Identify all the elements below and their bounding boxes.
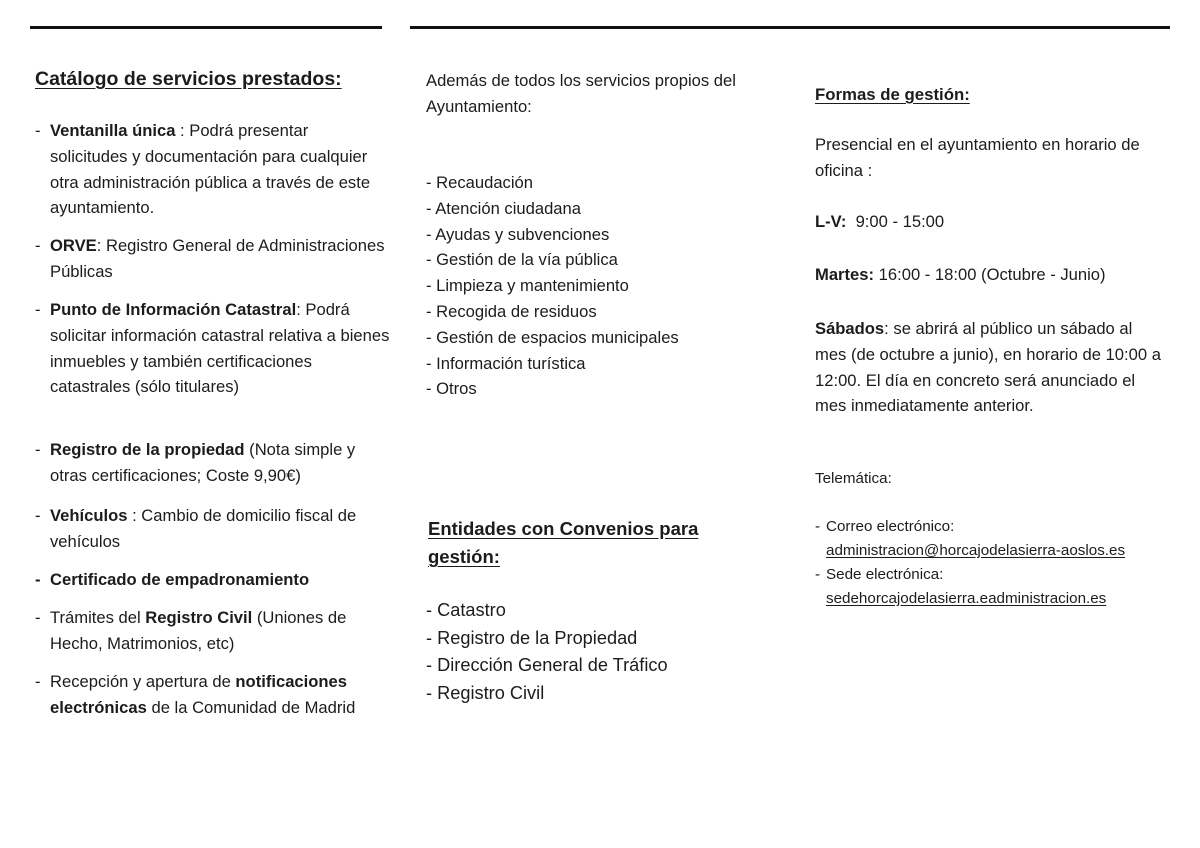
list-item: - Dirección General de Tráfico	[426, 655, 668, 676]
hours-lv-label: L-V:	[815, 212, 847, 231]
hours-sabados	[815, 316, 1165, 419]
service-item-registro-propiedad: - Registro de la propiedad (Nota simple y otras certificaciones; Coste 9,90€)	[35, 440, 356, 485]
service-desc: (Uniones de Hecho, Matrimonios, etc)	[50, 608, 347, 653]
service-desc: de la Comunidad de Madrid	[146, 697, 356, 717]
telematica-list	[815, 515, 1165, 611]
list-item: - Gestión de espacios municipales	[426, 327, 679, 347]
list-item: - Catastro	[426, 600, 506, 620]
hours-lv	[815, 209, 1165, 235]
municipal-services-list	[426, 170, 679, 402]
service-desc: : Podrá solicitar información catastral relativa a bienes inmuebles y también certificaciones catastrales (sólo titulares)	[50, 300, 390, 397]
service-desc: : Registro General de Administraciones Públicas	[50, 236, 385, 281]
top-rule-left	[30, 26, 382, 29]
service-desc: : Podrá presentar solicitudes y documentación para cualquier otra administración pública a través de este ayuntamiento.	[50, 121, 371, 218]
email-label: Correo electrónico:	[826, 518, 955, 535]
entities-title: Entidades con Convenios para gestión:	[428, 518, 699, 567]
list-item: - Atención ciudadana	[426, 198, 581, 218]
sede-link[interactable]: sedehorcajodelasierra.eadministracion.es	[826, 590, 1107, 607]
hours-martes	[815, 262, 1165, 288]
service-item-notificaciones: - Recepción y apertura de notificaciones electrónicas de la Comunidad de Madrid	[35, 672, 356, 717]
service-item-empadronamiento: - Certificado de empadronamiento	[35, 570, 310, 589]
management-title: Formas de gestión:	[815, 85, 970, 104]
service-item-ventanilla: - Ventanilla única : Podrá presentar solicitudes y documentación para cualquier otra administración pública a través de este ayuntamiento.	[35, 121, 371, 218]
hours-lv-value: 9:00 - 15:00	[846, 212, 945, 231]
service-prefix: Recepción y apertura de	[50, 672, 236, 691]
service-desc: : Cambio de domicilio fiscal de vehículos	[50, 506, 357, 551]
hours-martes-value: 16:00 - 18:00 (Octubre - Junio)	[874, 265, 1106, 284]
service-item-registro-civil: - Trámites del Registro Civil (Uniones de Hecho, Matrimonios, etc)	[35, 608, 347, 653]
catalog-title: Catálogo de servicios prestados:	[35, 68, 342, 90]
hours-martes-label: Martes:	[815, 265, 875, 284]
service-item-catastro: - Punto de Información Catastral: Podrá solicitar información catastral relativa a bienes inmuebles y también certificaciones catastrales (sólo titulares)	[35, 300, 390, 397]
service-name: notificaciones electrónicas	[50, 672, 347, 717]
email-link[interactable]: administracion@horcajodelasierra-aoslos.es	[826, 542, 1126, 559]
service-name: Registro de la propiedad	[50, 440, 245, 459]
intro-text: Además de todos los servicios propios del Ayuntamiento:	[426, 71, 736, 116]
hours-sabados-text: : se abrirá al público un sábado al mes (de octubre a junio), en horario de 10:00 a 12:00. El día en concreto será anunciado el mes inmediatamente anterior.	[815, 319, 1161, 416]
top-rule-right	[410, 26, 1170, 29]
list-item: - Recaudación	[426, 173, 534, 192]
telematica-label: Telemática:	[815, 470, 892, 487]
service-name: Certificado de empadronamiento	[50, 570, 310, 589]
list-item: - Información turística	[426, 353, 586, 373]
list-item: - Registro de la Propiedad	[426, 627, 638, 648]
list-item: - Ayudas y subvenciones	[426, 224, 610, 244]
entities-list	[426, 597, 668, 707]
service-prefix: Trámites del	[50, 608, 146, 627]
service-name: Registro Civil	[145, 608, 253, 627]
service-item-orve: - ORVE: Registro General de Administraciones Públicas	[35, 236, 385, 281]
service-name: Vehículos	[50, 506, 128, 525]
hours-sabados-label: Sábados	[815, 319, 885, 338]
list-item: - Otros	[426, 379, 477, 399]
service-name: ORVE	[50, 236, 97, 255]
list-item: - Gestión de la vía pública	[426, 250, 618, 270]
presencial-text: Presencial en el ayuntamiento en horario de oficina :	[815, 135, 1140, 180]
service-desc: (Nota simple y otras certificaciones; Coste 9,90€)	[50, 440, 356, 485]
service-item-vehiculos: - Vehículos : Cambio de domicilio fiscal de vehículos	[35, 506, 357, 551]
list-item: - Sede electrónica: sedehorcajodelasierra.eadministracion.es	[815, 566, 1107, 607]
service-name: Ventanilla única	[50, 121, 176, 140]
list-item: - Registro Civil	[426, 682, 545, 703]
sede-label: Sede electrónica:	[826, 566, 944, 583]
list-item: - Limpieza y mantenimiento	[426, 276, 629, 296]
list-item: - Recogida de residuos	[426, 301, 597, 321]
list-item: - Correo electrónico: administracion@horcajodelasierra-aoslos.es	[815, 518, 1126, 559]
service-name: Punto de Información Catastral	[50, 300, 297, 319]
